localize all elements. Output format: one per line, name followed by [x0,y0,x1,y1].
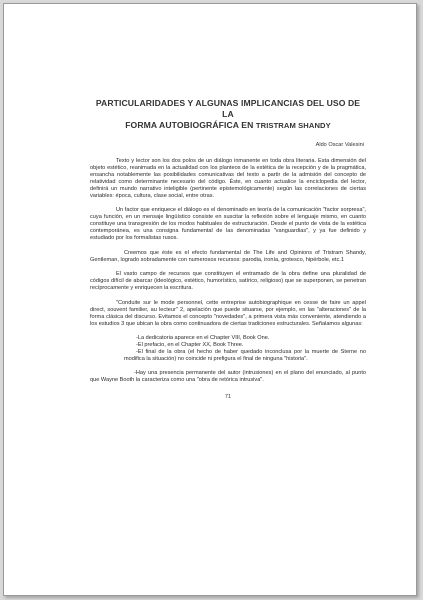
paragraph-2: Un factor que enriquece el diálogo es el denominado en teoría de la comunicación "factor sorpresa", cuya función, en un mensaje lingüístico consiste en suscitar la reflexión sobre el lenguaje mismo, en cuanto constituye una transgresión de los modos habituales de estructuración. Desde el punto de vista de la estética contemporánea, es una consigna fundamental de las denominadas "vanguardias", y ya fue definido y estudiado por los formalistas rusos. [90,207,366,242]
paragraph-1: Texto y lector son los dos polos de un diálogo inmanente en toda obra literaria. Esta dimensión del objeto estético, reanimada en la actualidad con los planteos de la estética de la recepción y de la pragmática, ensancha notablemente las posibilidades comunicativas del texto a partir de la admisión del concepto de relatividad como determinante necesario del código. Éste, en cuanto actualice la enciclopedia del lector, definirá un mundo narrativo inteligible (pertinente epistemológicamente) según las correlaciones de ciertas variables: época, cultura, clase social, entre otras. [90,158,366,200]
paragraph-5: "Conduite sur le mode personnel, cette entreprise autobiographique en cesse de faire un appel direct, souvent familier, au lecteur" 2, apelación que puede situarse, por ejemplo, en las "alteraciones" de la forma clásica del discurso. Evitamos el concepto "novedades", a primera vista más conveniente, atendiendo a los estudios 3 que ubican la obra como continuadora de ciertas tradiciones estructurales. Señalamos algunas: [90,299,366,327]
article-title [90,98,366,131]
paragraph-closing: -Hay una presencia permanente del autor (intrusiones) en el plano del enunciado, al punto que Wayne Booth la caracteriza como una "obra de retórica intrusiva". [90,370,366,384]
paragraph-3: Creemos que éste es el efecto fundamental de The Life and Opinions of Tristram Shandy, Gentleman, logrado sobradamente con numerosos recursos: parodia, ironía, grotesco, hipérbole, etc.1 [90,249,366,263]
page-number: 71 [224,394,232,401]
title-line-2: FORMA AUTOBIOGRÁFICA EN [125,120,256,130]
list-item: -El prefacio, en el Chapter XX, Book Three. [136,341,244,348]
title-work-name: TRISTRAM SHANDY [255,121,331,130]
list-item: -La dedicatoria aparece en el Chapter VIII, Book One. [136,334,270,341]
paragraph-4: El vasto campo de recursos que constituyen el entramado de la obra define una pluralidad de códigos difícil de abarcar (ideológico, estético, humorístico, satírico, religioso) que se superponen, se penetran recíprocamente y enriquecen la escritura. [90,270,366,291]
title-line-1: PARTICULARIDADES Y ALGUNAS IMPLICANCIAS DEL USO DE LA [95,98,361,119]
author-name: Aldo Oscar Valesini [315,142,364,148]
list-item: -El final de la obra (el hecho de haber quedado inconclusa por la muerte de Sterne no modifica la situación) no coincide ni prefigura el final de ninguna "historia". [124,349,366,363]
page-content [90,98,366,400]
document-page [3,3,417,596]
